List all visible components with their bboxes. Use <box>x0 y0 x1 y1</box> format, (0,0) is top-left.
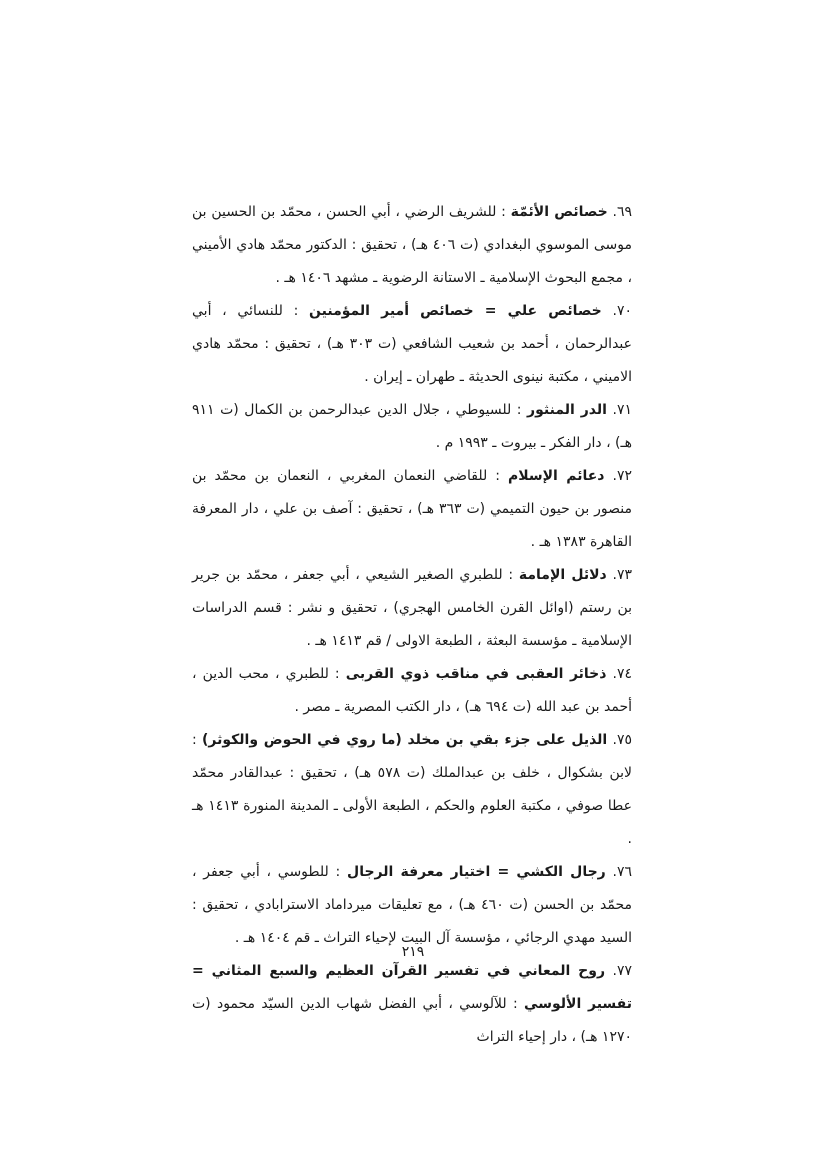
bibliography-entry <box>192 856 632 955</box>
entry-body: : للقاضي النعمان المغربي ، النعمان بن محمّد بن منصور بن حيون التميمي (ت ٣٦٣ هـ) ، تحقيق : آصف بن علي ، دار المعرفة القاهرة ١٣٨٣ هـ . <box>192 468 632 550</box>
entry-number: ٧٤. <box>612 666 633 682</box>
entry-number: ٧٣. <box>612 567 633 583</box>
bibliography-entry <box>192 559 632 658</box>
bibliography-entry <box>192 295 632 394</box>
entry-number: ٧٢. <box>612 468 632 484</box>
entry-number: ٧٥. <box>612 732 633 748</box>
entry-title: ذخائر العقبى في مناقب ذوي القربى <box>345 666 607 682</box>
entry-number: ٦٩. <box>612 204 633 220</box>
entry-number: ٧٧. <box>612 963 632 979</box>
bibliography-list <box>192 196 632 1054</box>
entry-title: رجال الكشي = اختيار معرفة الرجال <box>347 864 606 880</box>
bibliography-entry <box>192 394 632 460</box>
entry-body: : للطبري الصغير الشيعي ، أبي جعفر ، محمّد بن جرير بن رستم (اوائل القرن الخامس الهجري) ، تحقيق و نشر : قسم الدراسات الإسلامية ـ مؤسسة البعثة ، الطبعة الاولى / قم ١٤١٣ هـ . <box>192 567 632 649</box>
entry-title: خصائص الأئمّة <box>510 204 608 220</box>
entry-body: : للسيوطي ، جلال الدين عبدالرحمن بن الكمال (ت ٩١١ هـ) ، دار الفكر ـ بيروت ـ ١٩٩٣ م . <box>192 402 632 451</box>
entry-title: خصائص علي = خصائص أمير المؤمنين <box>309 303 602 319</box>
entry-title: دعائم الإسلام <box>507 468 605 484</box>
entry-title: روح المعاني في تفسير القرآن العظيم والسبع المثاني = تفسير الألوسي <box>192 963 632 1012</box>
entry-number: ٧٦. <box>612 864 633 880</box>
bibliography-entry <box>192 658 632 724</box>
bibliography-entry <box>192 724 632 856</box>
entry-number: ٧٠. <box>612 303 633 319</box>
entry-body: : للنسائي ، أبي عبدالرحمان ، أحمد بن شعيب الشافعي (ت ٣٠٣ هـ) ، تحقيق : محمّد هادي الاميني ، مكتبة نينوى الحديثة ـ طهران ـ إيران . <box>192 303 632 385</box>
bibliography-entry <box>192 955 632 1054</box>
entry-body: : للآلوسي ، أبي الفضل شهاب الدين السيّد محمود (ت ١٢٧٠ هـ) ، دار إحياء التراث <box>192 996 632 1045</box>
bibliography-entry <box>192 196 632 295</box>
page-number: ٢١٩ <box>401 944 425 960</box>
entry-number: ٧١. <box>612 402 632 418</box>
bibliography-entry <box>192 460 632 559</box>
entry-title: دلائل الإمامة <box>518 567 607 583</box>
entry-body: : للشريف الرضي ، أبي الحسن ، محمّد بن الحسين بن موسى الموسوي البغدادي (ت ٤٠٦ هـ) ، تحقيق : الدكتور محمّد هادي الأميني ، مجمع البحوث الإسلامية ـ الاستانة الرضوية ـ مشهد ١٤٠٦ هـ . <box>192 204 632 286</box>
entry-body: : للطوسي ، أبي جعفر ، محمّد بن الحسن (ت ٤٦٠ هـ) ، مع تعليقات ميرداماد الاسترابادي ، تحقيق : السيد مهدي الرجائي ، مؤسسة آل البيت لإحياء التراث ـ قم ١٤٠٤ هـ . <box>192 864 632 946</box>
entry-title: الدر المنثور <box>527 402 607 418</box>
entry-body: : لابن بشكوال ، خلف بن عبدالملك (ت ٥٧٨ هـ) ، تحقيق : عبدالقادر محمّد عطا صوفي ، مكتبة العلوم والحكم ، الطبعة الأولى ـ المدينة المنورة ١٤١٣ هـ . <box>192 732 632 847</box>
entry-body: : للطبري ، محب الدين ، أحمد بن عبد الله (ت ٦٩٤ هـ) ، دار الكتب المصرية ـ مصر . <box>192 666 632 715</box>
entry-title: الذيل على جزء بقي بن مخلد (ما روي في الحوض والكوثر) <box>202 732 608 748</box>
